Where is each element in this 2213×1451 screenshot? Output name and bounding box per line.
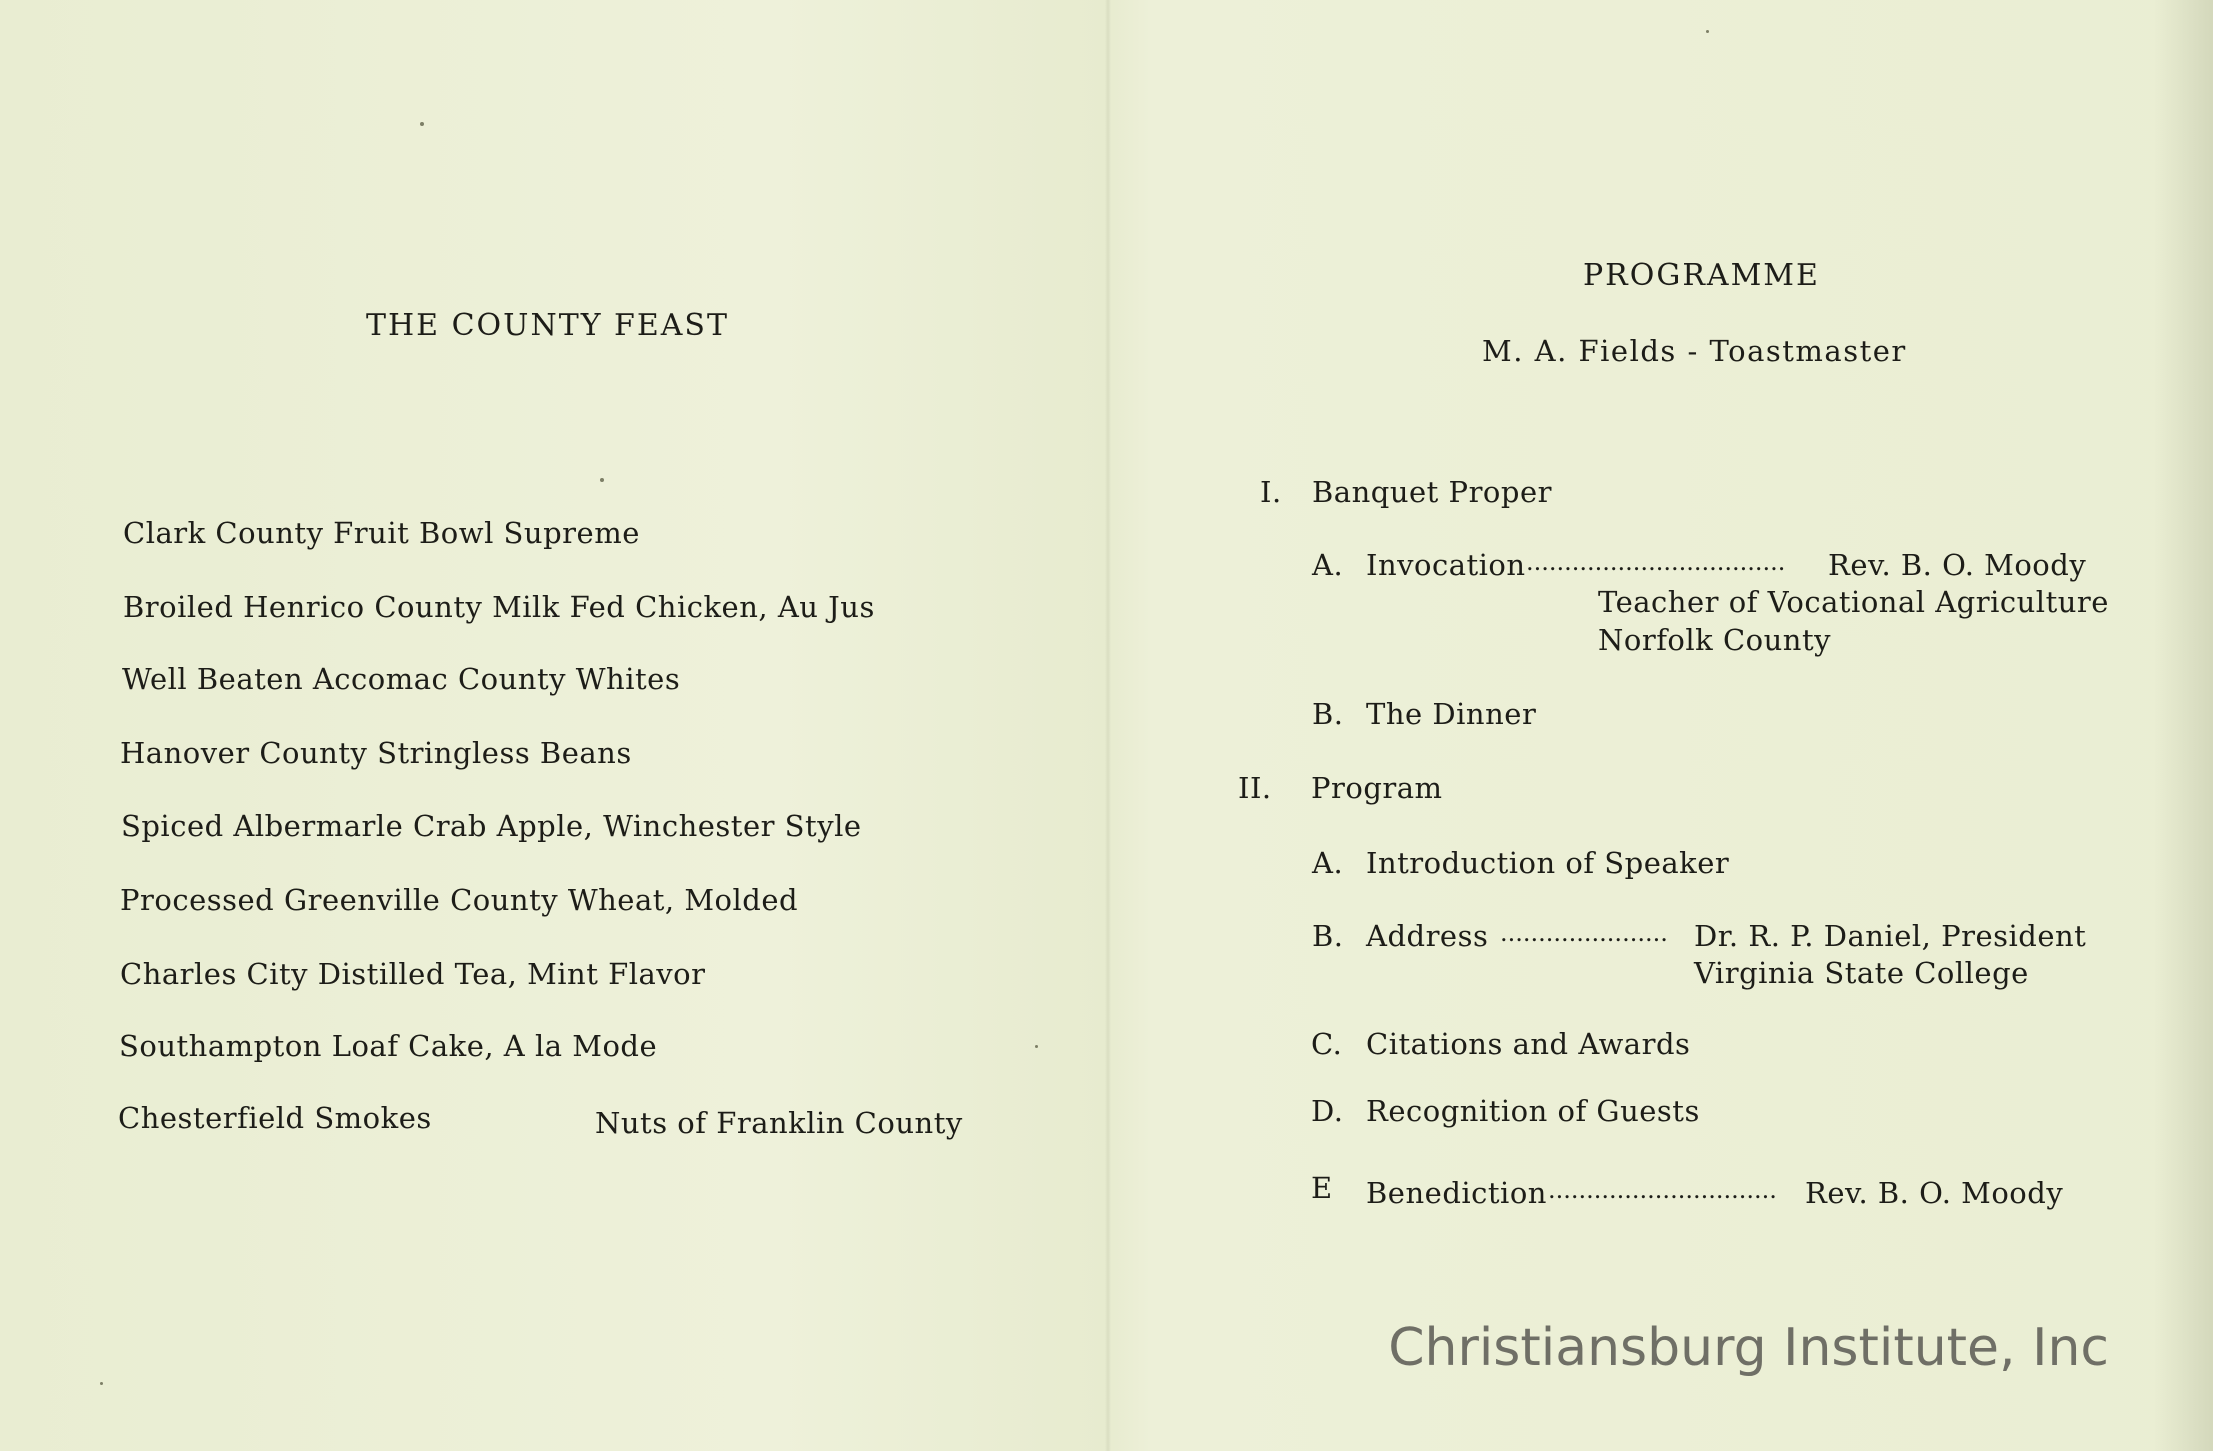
- item-letter: B.: [1312, 697, 1344, 731]
- menu-item: Well Beaten Accomac County Whites: [122, 662, 681, 696]
- item-letter: A.: [1312, 846, 1344, 880]
- right-edge-shadow: [2153, 0, 2213, 1451]
- paper-speck: [1706, 30, 1709, 33]
- item-person-title: Teacher of Vocational Agriculture: [1598, 585, 2109, 619]
- menu-item: Spiced Albermarle Crab Apple, Winchester Style: [121, 809, 862, 843]
- item-label: Citations and Awards: [1366, 1027, 1691, 1061]
- item-letter: D.: [1311, 1094, 1344, 1128]
- item-label: The Dinner: [1366, 697, 1537, 731]
- leader-dots: ..............................: [1548, 1176, 1777, 1204]
- programme-title: PROGRAMME: [1583, 258, 1820, 293]
- center-fold: [1105, 0, 1111, 1451]
- item-label: Invocation: [1366, 548, 1526, 582]
- paper-speck: [420, 122, 424, 126]
- item-label: Address: [1366, 919, 1489, 953]
- item-label: Introduction of Speaker: [1366, 846, 1730, 880]
- menu-item: Processed Greenville County Wheat, Molded: [120, 883, 799, 917]
- item-person: Rev. B. O. Moody: [1805, 1176, 2064, 1210]
- section-title: Program: [1311, 771, 1443, 805]
- item-letter: A.: [1312, 548, 1344, 582]
- paper-speck: [100, 1382, 103, 1385]
- section-numeral: II.: [1238, 771, 1272, 805]
- menu-item: Hanover County Stringless Beans: [120, 736, 632, 770]
- item-person-affiliation: Norfolk County: [1598, 623, 1831, 657]
- menu-item: Clark County Fruit Bowl Supreme: [123, 516, 640, 550]
- leader-dots: ......................: [1500, 919, 1668, 947]
- item-label: Recognition of Guests: [1366, 1094, 1700, 1128]
- item-person: Dr. R. P. Daniel, President: [1694, 919, 2087, 953]
- paper-speck: [1035, 1045, 1038, 1048]
- menu-item: Broiled Henrico County Milk Fed Chicken, Au Jus: [123, 590, 875, 624]
- item-letter: C.: [1311, 1027, 1343, 1061]
- toastmaster-line: M. A. Fields - Toastmaster: [1482, 334, 1907, 368]
- menu-title: THE COUNTY FEAST: [366, 308, 729, 343]
- institution-watermark: Christiansburg Institute, Inc: [1388, 1318, 2109, 1378]
- item-letter: B.: [1312, 919, 1344, 953]
- leader-dots: ..................................: [1526, 548, 1786, 576]
- item-person: Rev. B. O. Moody: [1828, 548, 2087, 582]
- menu-item: Southampton Loaf Cake, A la Mode: [119, 1029, 658, 1063]
- item-person-affiliation: Virginia State College: [1694, 956, 2029, 990]
- menu-item-nuts: Nuts of Franklin County: [595, 1106, 963, 1140]
- section-title: Banquet Proper: [1312, 475, 1552, 509]
- paper-speck: [600, 478, 604, 482]
- menu-item-smokes: Chesterfield Smokes: [118, 1101, 432, 1135]
- item-label: Benediction: [1366, 1176, 1547, 1210]
- item-letter: E: [1311, 1171, 1333, 1205]
- section-numeral: I.: [1260, 475, 1282, 509]
- menu-item: Charles City Distilled Tea, Mint Flavor: [120, 957, 706, 991]
